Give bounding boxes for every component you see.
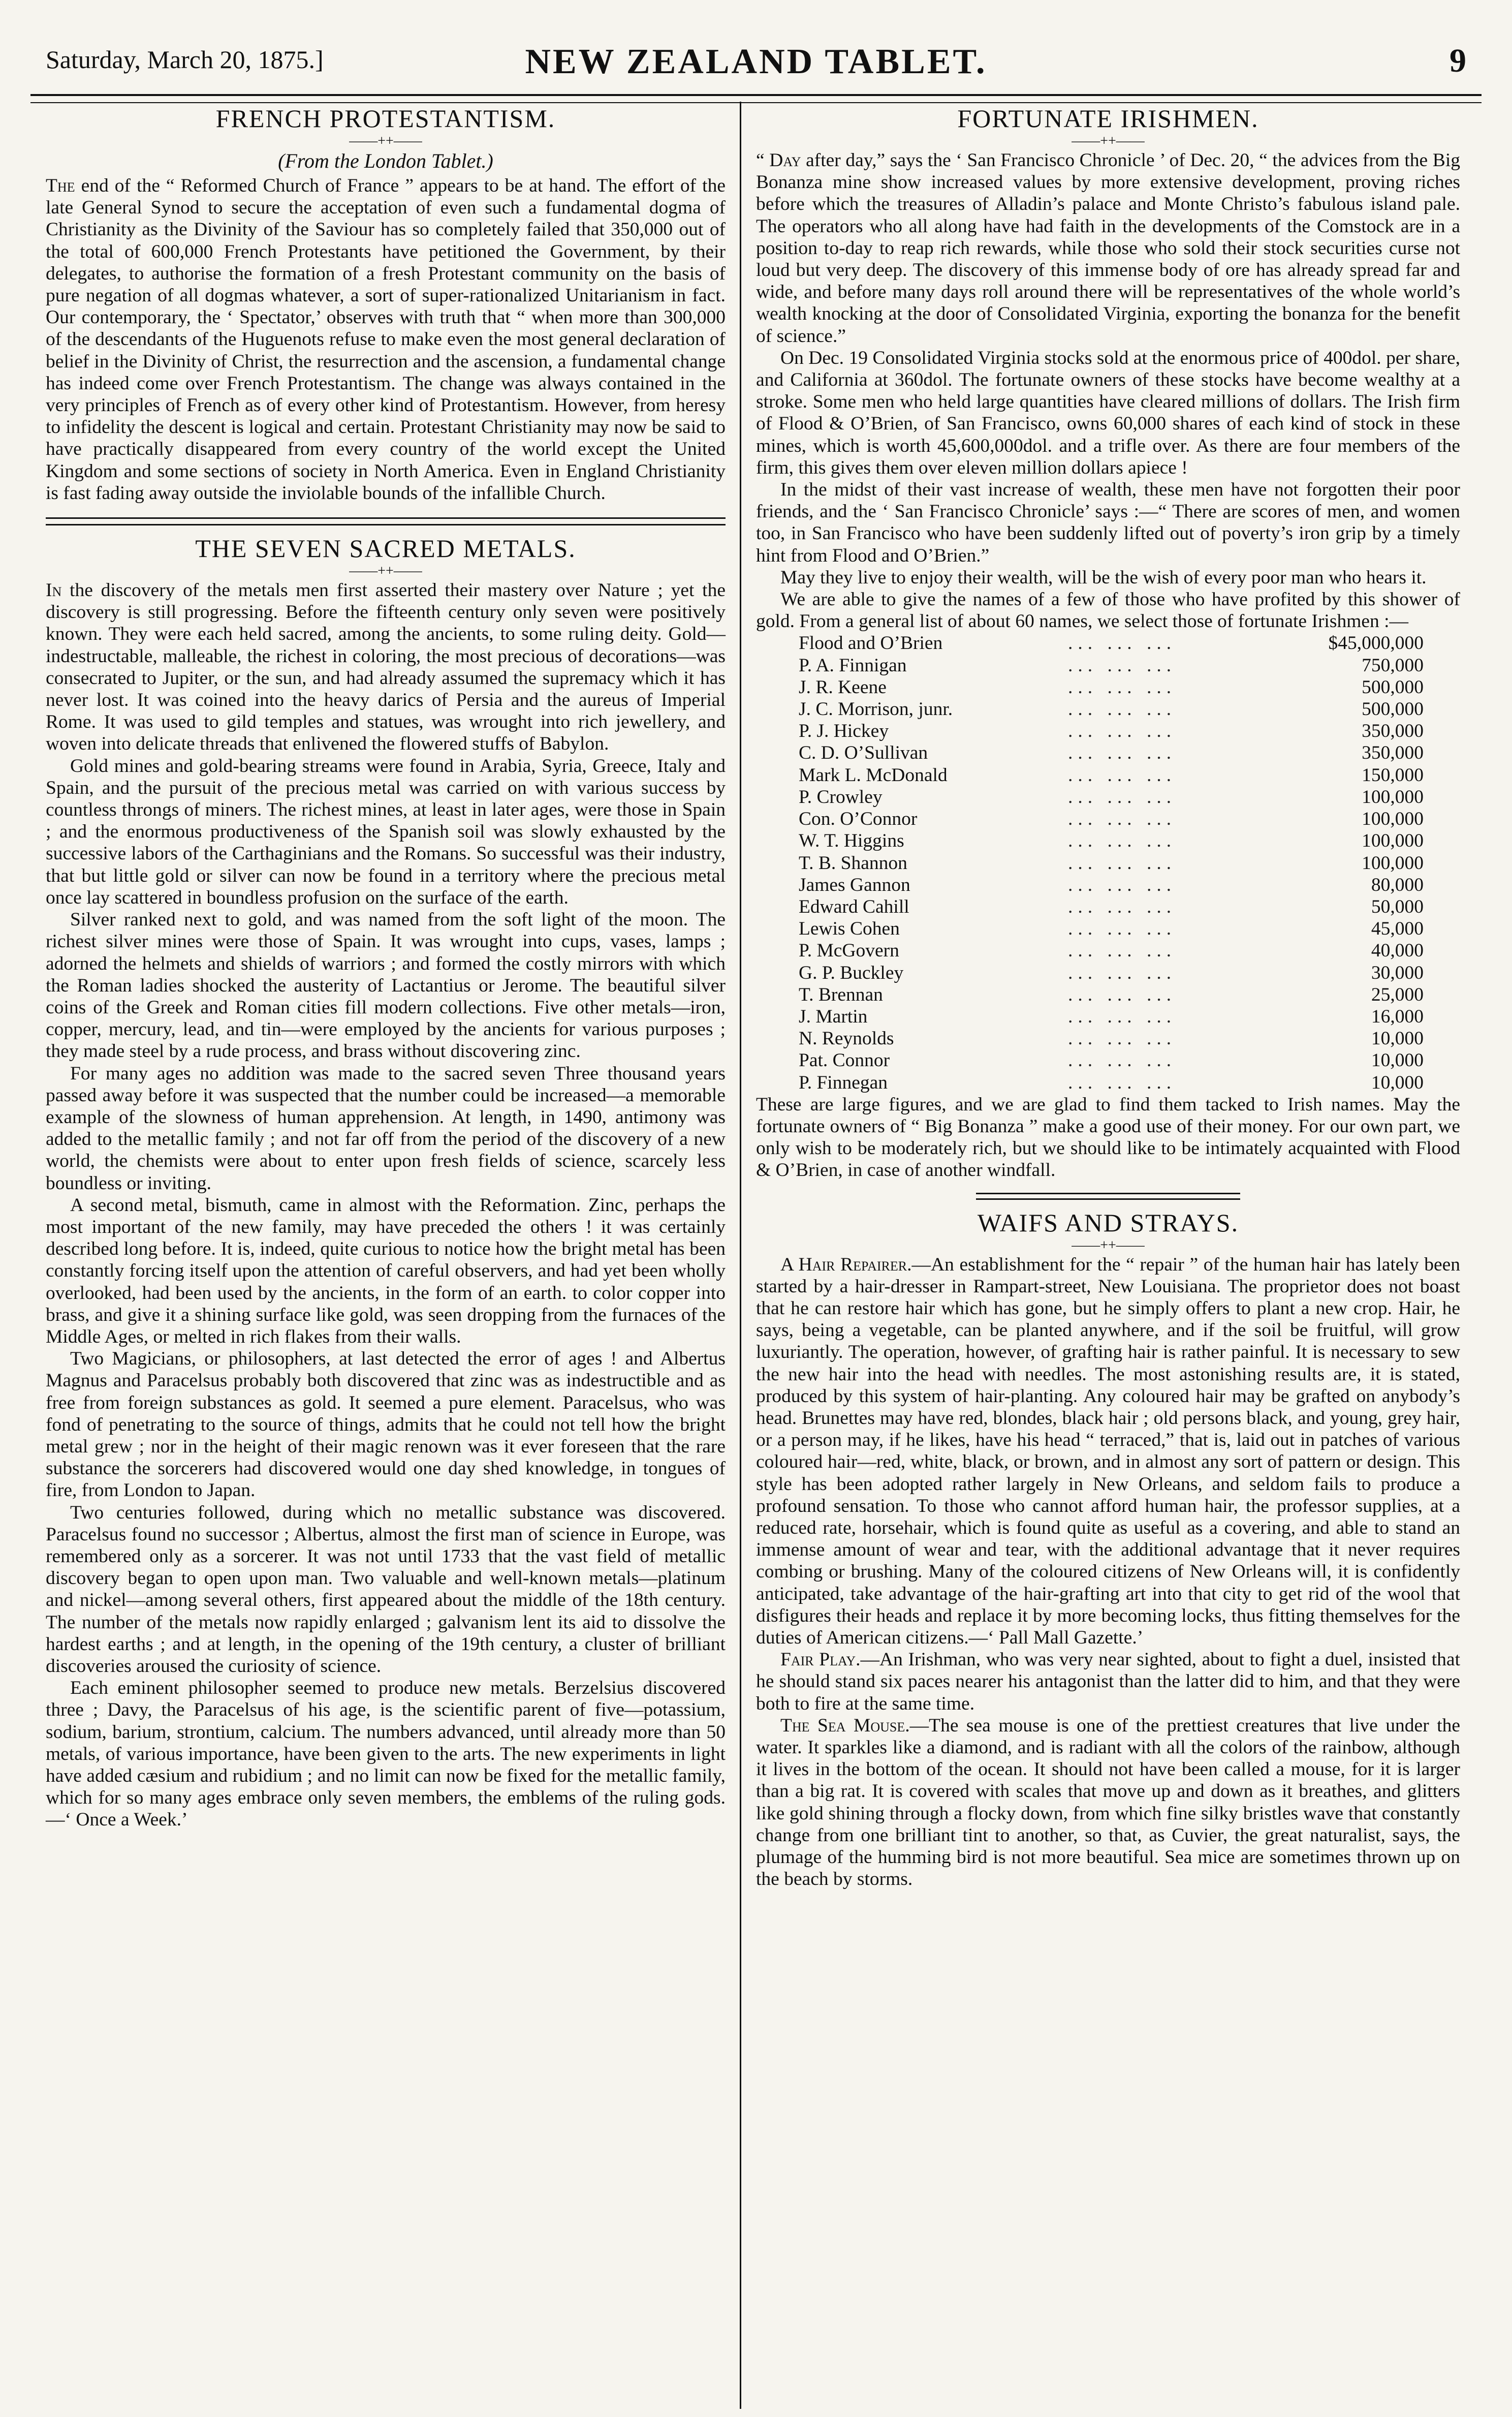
table-row [799, 742, 1424, 764]
fortune-name: Flood and O’Brien [799, 633, 943, 654]
table-row [799, 940, 1424, 962]
paragraph: Two centuries followed, during which no metallic substance was discovered. Paracelsus found no successor ; Albertus, almost the first man of science in Europe, was remembered only as a sorcerer. It was not until 1733 that the vast field of metallic discovery began to open upon man. Two valuable and well-known metals—platinum and nickel—among several others, first appeared about the middle of the 18th century. The number of the metals now rapidly enlarged ; galvanism lent its aid to dissolve the hardest earths ; and at length, in the opening of the 19th century, a cluster of brilliant discoveries aroused the curiosity of science. [46, 1502, 726, 1677]
leader-dots: ... ... ... [1068, 655, 1177, 676]
table-row [799, 764, 1424, 786]
leader-dots: ... ... ... [1068, 984, 1177, 1005]
fortune-name: Mark L. McDonald [799, 764, 948, 786]
fortune-name: Con. O’Connor [799, 809, 918, 830]
paragraph [46, 175, 726, 504]
paragraph: Gold mines and gold-bearing streams were found in Arabia, Syria, Greece, Italy and Spain, and the pursuit of the precious metal was carried on with various success by countless throngs of miners. The richest mines, at least in later ages, were those in Spain ; and the enormous productiveness of the Spanish soil was slowly exhausted by the successive labors of the Carthaginians and the Romans. So successful was their industry, that but little gold or silver can now be found in a territory where the precious metal once lay scattered in boundless profusion on the surface of the earth. [46, 755, 726, 908]
paragraph-lead: A Hair Repairer. [780, 1254, 912, 1275]
fortune-name: G. P. Buckley [799, 962, 904, 983]
leader-dots: ... ... ... [1068, 676, 1177, 698]
paragraph [756, 1254, 1460, 1649]
fortune-amount: $45,000,000 [1328, 633, 1424, 654]
leader-dots: ... ... ... [1068, 874, 1177, 895]
table-row [799, 720, 1424, 742]
article-irishmen-body [756, 149, 1460, 1182]
leader-dots: ... ... ... [1068, 1072, 1177, 1093]
paragraph-lead: The Sea Mouse. [780, 1715, 910, 1736]
issue-date: Saturday, March 20, 1875.] [46, 45, 324, 74]
ornament: ——++—— [349, 563, 422, 579]
fortune-name: W. T. Higgins [799, 830, 904, 852]
fortunes-table-body [799, 632, 1424, 1093]
headline-waifs-and-strays: WAIFS AND STRAYS. [977, 1208, 1239, 1237]
table-row [799, 655, 1424, 676]
table-row [799, 874, 1424, 896]
fortune-amount: 10,000 [1371, 1050, 1424, 1071]
fortune-amount: 30,000 [1371, 962, 1424, 983]
fortune-amount: 100,000 [1362, 830, 1424, 852]
fortune-amount: 350,000 [1362, 721, 1424, 742]
leader-dots: ... ... ... [1068, 940, 1177, 962]
fortune-name: P. Finnegan [799, 1072, 888, 1093]
fortune-amount: 100,000 [1362, 809, 1424, 830]
fortune-amount: 500,000 [1362, 699, 1424, 720]
table-row [799, 1049, 1424, 1071]
table-row [799, 852, 1424, 874]
fortune-amount: 40,000 [1371, 940, 1424, 962]
newspaper-title: NEW ZEALAND TABLET. [525, 42, 987, 81]
paragraph-lead: The [46, 175, 75, 196]
table-row [799, 808, 1424, 830]
fortune-name: P. A. Finnigan [799, 655, 907, 676]
table-row [799, 1006, 1424, 1028]
headline-french-protestantism: FRENCH PROTESTANTISM. [215, 104, 556, 133]
paragraph [756, 1715, 1460, 1891]
paragraph-text: —An establishment for the “ repair ” of the human hair has lately been started by a hair-dresser in Rampart-street, New Louisiana. The proprietor does not boast that he can restore hair which has gone, but he simply offers to plant a new crop. Hair, he says, being a vegetable, can be planted anywhere, and if the soil be fruitful, will grow luxuriantly. The operation, however, of grafting hair is rather painful. It is necessary to sew the new hair into the head with needles. The most astonishing results are, it is stated, produced by this system of hair-planting. Any coloured hair may be grafted on anybody’s head. Brunettes may have red, blondes, black hair ; old persons black, and young, grey hair, or a person may, if he likes, have his head “ terraced,” that is, laid out in patches of various coloured hair—red, white, black, or brown, and in almost any sort of pattern or design. This style has been adopted rather largely in New Orleans, and seldom fails to produce a profound sensation. To those who cannot afford human hair, the professor supplies, at a reduced rate, horsehair, which is found quite as useful as a covering, and able to stand an immense amount of wear and tear, with the additional advantage that it never requires combing or brushing. Many of the coloured citizens of New Orleans will, it is confidently anticipated, take advantage of the hair-grafting art into that city to get rid of the wool that disfigures their heads and replace it by more becoming locks, thus fitting themselves for the duties of American citizens.—‘ Pall Mall Gazette.’ [756, 1254, 1460, 1648]
leader-dots: ... ... ... [1068, 764, 1177, 786]
article-metals-body [46, 579, 726, 1831]
leader-dots: ... ... ... [1068, 699, 1177, 720]
fortune-amount: 16,000 [1371, 1006, 1424, 1027]
table-row [799, 676, 1424, 698]
fortune-name: Lewis Cohen [799, 918, 900, 940]
table-row [799, 984, 1424, 1006]
fortune-amount: 350,000 [1362, 742, 1424, 764]
leader-dots: ... ... ... [1068, 633, 1177, 654]
leader-dots: ... ... ... [1068, 1028, 1177, 1049]
fortune-name: J. C. Morrison, junr. [799, 699, 953, 720]
fortune-amount: 80,000 [1371, 874, 1424, 895]
fortune-amount: 750,000 [1362, 655, 1424, 676]
fortune-name: T. Brennan [799, 984, 883, 1005]
fortune-amount: 25,000 [1371, 984, 1424, 1005]
table-row [799, 1028, 1424, 1049]
paragraph [756, 1649, 1460, 1715]
leader-dots: ... ... ... [1068, 918, 1177, 940]
table-row [799, 786, 1424, 808]
paragraph: These are large figures, and we are glad to find them tacked to Irish names. May the fortunate owners of “ Big Bonanza ” make a good use of their money. For our own part, we only wish to be moderately rich, but we should like to be intimately acquainted with Flood & O’Brien, in case of another windfall. [756, 1094, 1460, 1181]
paragraph [756, 149, 1460, 347]
headline-seven-sacred-metals: THE SEVEN SACRED METALS. [195, 534, 576, 563]
masthead [46, 42, 1466, 92]
leader-dots: ... ... ... [1068, 786, 1177, 808]
leader-dots: ... ... ... [1068, 896, 1177, 917]
paragraph: We are able to give the names of a few of those who have profited by this shower of gold. From a general list of about 60 names, we select those of fortunate Irishmen :— [756, 589, 1460, 632]
fortune-name: C. D. O’Sullivan [799, 742, 928, 764]
fortune-amount: 500,000 [1362, 676, 1424, 698]
leader-dots: ... ... ... [1068, 830, 1177, 852]
section-rule [46, 517, 726, 525]
table-row [799, 698, 1424, 720]
fortune-amount: 10,000 [1371, 1072, 1424, 1093]
left-column [46, 102, 726, 1831]
paragraph-text: —An Irishman, who was very near sighted, about to fight a duel, insisted that he should stand six paces nearer his antagonist than the latter did to him, and that they were both to fire at the same time. [756, 1649, 1460, 1714]
leader-dots: ... ... ... [1068, 852, 1177, 874]
right-column [756, 102, 1460, 1890]
leader-dots: ... ... ... [1068, 809, 1177, 830]
fortune-name: J. R. Keene [799, 676, 887, 698]
fortune-name: James Gannon [799, 874, 910, 895]
paragraph-text: after day,” says the ‘ San Francisco Chronicle ’ of Dec. 20, “ the advices from the Big Bonanza mine show increased values by more extensive development, proving riches before which the treasures of Alladin’s palace and Monte Christo’s fabulous island pale. The operators who all along have had faith in the developments of the Comstock are in a position to-day to reap rich rewards, while those who sold their stock securities curse not loud but very deep. The discovery of this immense body of ore has already spread far and wide, and before many days roll around there will be representatives of the whole world’s wealth knocking at the door of Consolidated Virginia, exporting the bonanza for the benefit of science.” [756, 150, 1460, 347]
fortune-name: Pat. Connor [799, 1050, 890, 1071]
fortune-name: T. B. Shannon [799, 852, 907, 874]
fortune-name: N. Reynolds [799, 1028, 894, 1049]
paragraph [46, 579, 726, 755]
fortune-name: P. McGovern [799, 940, 899, 962]
fortune-amount: 100,000 [1362, 852, 1424, 874]
fortune-amount: 100,000 [1362, 786, 1424, 808]
table-row [799, 830, 1424, 852]
article-source: (From the London Tablet.) [278, 149, 493, 172]
leader-dots: ... ... ... [1068, 1050, 1177, 1071]
paragraph-text: the discovery of the metals men first asserted their mastery over Nature ; yet the discovery is still progressing. Before the fifteenth century only seven were positively known. They were each held sacred, among the ancients, to some ruling deity. Gold—indestructable, malleable, the richest in coloring, the most precious of decorations—was consecrated to Jupiter, or the sun, and had already assumed the supremacy which it has never lost. It was coined into the heavy darics of Persia and the aureus of Imperial Rome. It was used to gild temples and statues, was wrought into rich jewellery, and woven into delicate threads that enlivened the flowered stuffs of Babylon. [46, 580, 726, 755]
fortune-amount: 50,000 [1371, 896, 1424, 917]
table-row [799, 1072, 1424, 1094]
paragraph-text: end of the “ Reformed Church of France ” appears to be at hand. The effort of the late General Synod to secure the acceptation of even such a fundamental dogma of Christianity as the Divinity of the Saviour has so completely failed that 350,000 out of the total of 600,000 French Protestants have petitioned the Government, by their delegates, to authorise the formation of a fresh Protestant community on the basis of pure negation of all dogmas whatever, a sort of super-rationalized Unitarianism in fact. Our contemporary, the ‘ Spectator,’ observes with truth that “ when more than 300,000 of the descendants of the Huguenots refuse to make even the most general declaration of belief in the Divinity of Christ, the resurrection and the ascension, a fundamental change has indeed come over French Protestantism. The change was always contained in the very principles of French as of every other kind of Protestantism. However, from heresy to infidelity the descent is logical and certain. Protestant Christianity may now be said to have practically disappeared from every country of the world except the United Kingdom and some sections of society in North America. Even in England Christianity is fast fading away outside the inviolable bounds of the infallible Church. [46, 175, 726, 504]
paragraph: On Dec. 19 Consolidated Virginia stocks sold at the enormous price of 400dol. per share, and California at 360dol. The fortunate owners of these stocks have become wealthy at a stroke. Some men who held large quantities have cleared millions of dollars. The Irish firm of Flood & O’Brien, of San Francisco, owns 60,000 shares of each kind of stock in these mines, which is worth 45,600,000dol. and a trifle over. As there are four members of the firm, this gives them over eleven million dollars apiece ! [756, 347, 1460, 478]
paragraph: In the midst of their vast increase of wealth, these men have not forgotten their poor friends, and the ‘ San Francisco Chronicle’ says :—“ There are scores of men, and women too, in San Francisco who have been suddenly lifted out of poverty’s iron grip by a timely hint from Flood and O’Brien.” [756, 479, 1460, 566]
paragraph-lead: In [46, 580, 62, 601]
fortunes-table [799, 632, 1424, 1093]
leader-dots: ... ... ... [1068, 742, 1177, 764]
article-french-body [46, 175, 726, 504]
paragraph: Each eminent philosopher seemed to produce new metals. Berzelsius discovered three ; Davy, the Paracelsus of his age, is the scientific parent of five—potassium, sodium, barium, strontium, calcium. The numbers advanced, until already more than 50 metals, of various importance, have been given to the arts. The new experiments in light have added cæsium and rubidium ; and no limit can now be fixed for the metallic family, which for so many ages embrace only seven members, the emblems of the ruling gods.—‘ Once a Week.’ [46, 1678, 726, 1831]
paragraph: Two Magicians, or philosophers, at last detected the error of ages ! and Albertus Magnus and Paracelsus probably both discovered that zinc was as indestructible and as free from foreign substances as gold. It seemed a pure element. Paracelsus, who was fond of penetrating to the source of things, admits that he could not tell how the bright metal grew ; nor in the height of their magic renown was it ever foreseen that the rare substance the sorcerers had discovered would one day shed knowledge, in tongues of fire, from London to Japan. [46, 1348, 726, 1501]
fortune-amount: 45,000 [1371, 918, 1424, 940]
fortune-amount: 150,000 [1362, 764, 1424, 786]
paragraph-text: —The sea mouse is one of the prettiest creatures that live under the water. It sparkles like a diamond, and is radiant with all the colors of the rainbow, although it lives in the bottom of the ocean. It should not have been called a mouse, for it is larger than a big rat. It is covered with scales that move up and down as it breathes, and glitters like gold shining through a flocky down, from which fine silky bristles wave that constantly change from one brilliant tint to another, so that, as Cuvier, the great naturalist, says, the plumage of the humming bird is not more beautiful. Sea mice are sometimes thrown up on the beach by storms. [756, 1715, 1460, 1890]
table-row [799, 962, 1424, 984]
table-row [799, 896, 1424, 918]
leader-dots: ... ... ... [1068, 1006, 1177, 1027]
paragraph: Silver ranked next to gold, and was named from the soft light of the moon. The richest silver mines were those of Spain. It was wrought into cups, vases, lamps ; adorned the helmets and shields of warriors ; and formed the costly mirrors with which the Roman ladies shocked the austerity of Lactantius or Jerome. The beautiful silver coins of the Greek and Roman cities fill modern collections. Five other metals—iron, copper, mercury, lead, and tin—were employed by the ancients for various purposes ; they made steel by a rude process, and brass without discovering zinc. [46, 909, 726, 1062]
paragraph: For many ages no addition was made to the sacred seven Three thousand years passed away before it was suspected that the number could be increased—a memorable example of the slowness of human apprehension. At length, in 1490, antimony was added to the metallic family ; and not far off from the period of the discovery of a new world, the chemists were about to enter upon fresh fields of science, scarcely less boundless or inviting. [46, 1063, 726, 1194]
ornament: ——++—— [1072, 133, 1145, 149]
leader-dots: ... ... ... [1068, 721, 1177, 742]
fortune-name: J. Martin [799, 1006, 868, 1027]
article-waifs-body [756, 1254, 1460, 1891]
table-row [799, 918, 1424, 940]
leader-dots: ... ... ... [1068, 962, 1177, 983]
fortune-name: P. Crowley [799, 786, 883, 808]
paragraph: May they live to enjoy their wealth, will be the wish of every poor man who hears it. [780, 567, 1427, 588]
paragraph-lead: Fair Play. [780, 1649, 861, 1670]
column-divider [740, 102, 741, 2409]
ornament: ——++—— [1072, 1237, 1145, 1253]
table-row [799, 632, 1424, 654]
headline-fortunate-irishmen: FORTUNATE IRISHMEN. [957, 104, 1259, 133]
paragraph: A second metal, bismuth, came in almost with the Reformation. Zinc, perhaps the most important of the new family, may have preceded the others ! it was certainly described long before. It is, indeed, quite curious to notice how the bright metal has been constantly forcing itself upon the attention of careful observers, and had yet been wholly overlooked, had been used by the ancients, in the form of an earth. to color copper into brass, and give it a shining surface like gold, was seen dropping from the furnaces of the Middle Ages, or melted in rich flakes from their walls. [46, 1194, 726, 1347]
fortune-amount: 10,000 [1371, 1028, 1424, 1049]
paragraph-lead: “ Day [756, 150, 801, 171]
section-rule [976, 1193, 1240, 1200]
fortune-name: Edward Cahill [799, 896, 909, 917]
ornament: ——++—— [349, 133, 422, 149]
fortune-name: P. J. Hickey [799, 721, 889, 742]
page-number: 9 [1450, 42, 1466, 79]
